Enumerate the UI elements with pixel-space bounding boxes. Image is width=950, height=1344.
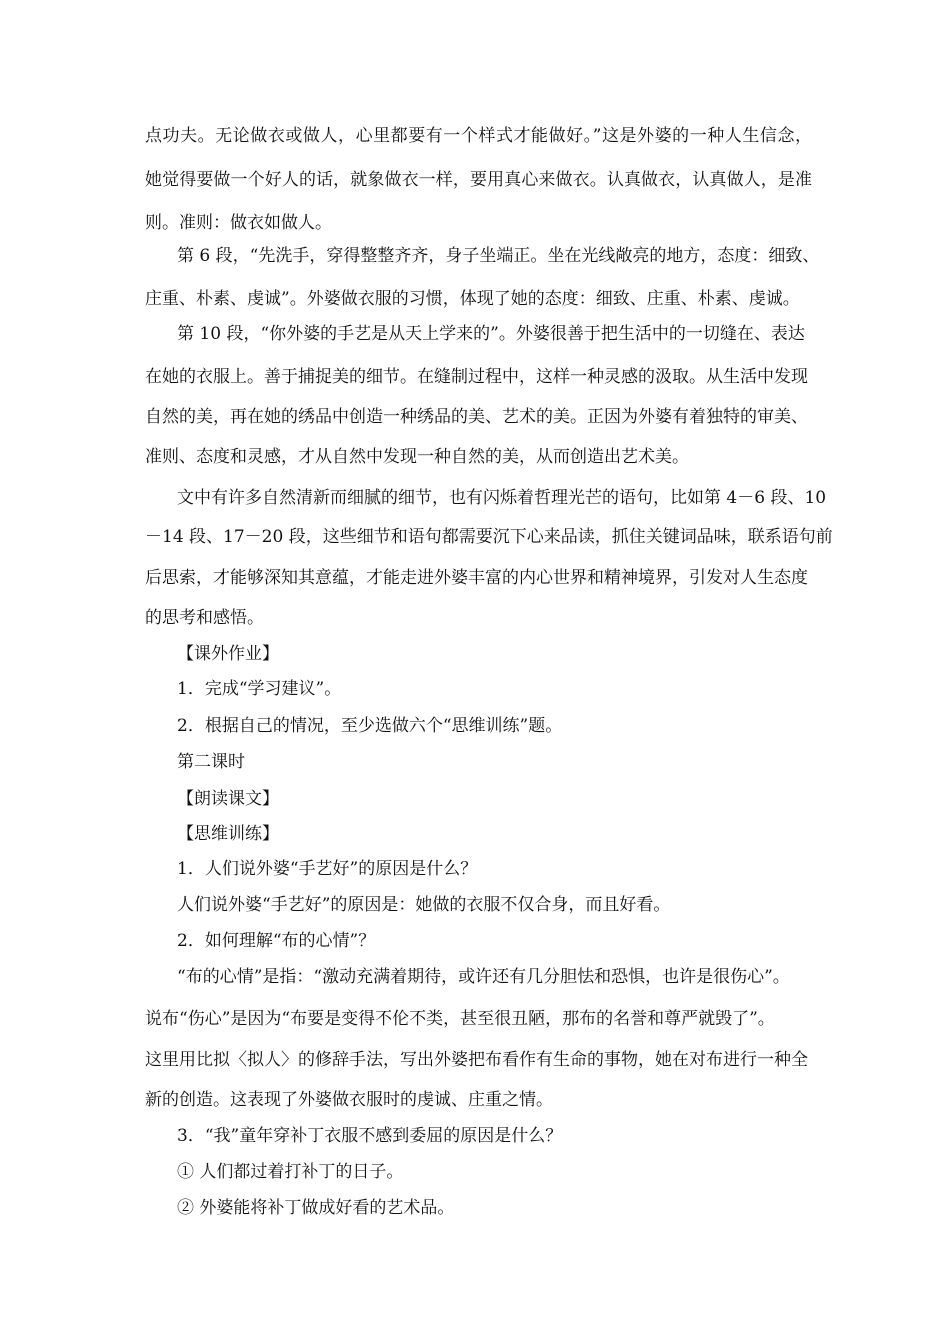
answer: ① 人们都过着打补丁的日子。 bbox=[177, 1162, 404, 1182]
answer: 说布“伤心”是因为“布要是变得不伦不类，甚至很丑陋，那布的名誉和尊严就毁了”。 bbox=[145, 1009, 775, 1029]
answer: 人们说外婆“手艺好”的原因是：她做的衣服不仅合身，而且好看。 bbox=[177, 895, 671, 915]
lesson-heading: 第二课时 bbox=[177, 752, 245, 772]
text-line: 点功夫。无论做衣或做人，心里都要有一个样式才能做好。”这是外婆的一种人生信念， bbox=[145, 126, 812, 146]
question: 3．“我”童年穿补丁衣服不感到委屈的原因是什么？ bbox=[177, 1126, 563, 1146]
text-line: 在她的衣服上。善于捕捉美的细节。在缝制过程中，这样一种灵感的汲取。从生活中发现 bbox=[145, 367, 808, 387]
text-line: 庄重、朴素、虔诚”。外婆做衣服的习惯，体现了她的态度：细致、庄重、朴素、虔诚。 bbox=[145, 289, 800, 309]
list-item: 1．完成“学习建议”。 bbox=[177, 679, 342, 699]
text-line: 自然的美，再在她的绣品中创造一种绣品的美、艺术的美。正因为外婆有着独特的审美、 bbox=[145, 407, 808, 427]
text-line: 则。准则：做衣如做人。 bbox=[145, 213, 332, 233]
text-line: 的思考和感悟。 bbox=[145, 608, 264, 628]
list-item: 2．根据自己的情况，至少选做六个“思维训练”题。 bbox=[177, 716, 563, 736]
text-line: 她觉得要做一个好人的话，就象做衣一样，要用真心来做衣。认真做衣，认真做人，是准 bbox=[145, 170, 812, 190]
text-line: 后思索，才能够深知其意蕴，才能走进外婆丰富的内心世界和精神境界，引发对人生态度 bbox=[145, 568, 808, 588]
section-heading: 【朗读课文】 bbox=[177, 789, 279, 809]
question: 1．人们说外婆“手艺好”的原因是什么？ bbox=[177, 859, 478, 879]
text-line: －14 段、17－20 段，这些细节和语句都需要沉下心来品读，抓住关键词品味，联系语句前 bbox=[145, 527, 833, 547]
answer: “布的心情”是指：“激动充满着期待，或许还有几分胆怯和恐惧，也许是很伤心”。 bbox=[177, 967, 790, 987]
text-line: 第 10 段，“你外婆的手艺是从天上学来的”。外婆很善于把生活中的一切缝在、表达 bbox=[177, 324, 805, 344]
answer: 这里用比拟〈拟人〉的修辞手法，写出外婆把布看作有生命的事物，她在对布进行一种全 bbox=[145, 1050, 808, 1070]
section-heading: 【课外作业】 bbox=[177, 644, 279, 664]
question: 2．如何理解“布的心情”？ bbox=[177, 931, 376, 951]
answer: 新的创造。这表现了外婆做衣服时的虔诚、庄重之情。 bbox=[145, 1090, 553, 1110]
answer: ② 外婆能将补丁做成好看的艺术品。 bbox=[177, 1198, 455, 1218]
text-line: 文中有许多自然清新而细腻的细节，也有闪烁着哲理光芒的语句，比如第 4－6 段、10 bbox=[177, 488, 827, 508]
section-heading: 【思维训练】 bbox=[177, 824, 279, 844]
text-line: 第 6 段，“先洗手，穿得整整齐齐，身子坐端正。坐在光线敞亮的地方，态度：细致、 bbox=[177, 246, 820, 266]
text-line: 准则、态度和灵感，才从自然中发现一种自然的美，从而创造出艺术美。 bbox=[145, 447, 689, 467]
